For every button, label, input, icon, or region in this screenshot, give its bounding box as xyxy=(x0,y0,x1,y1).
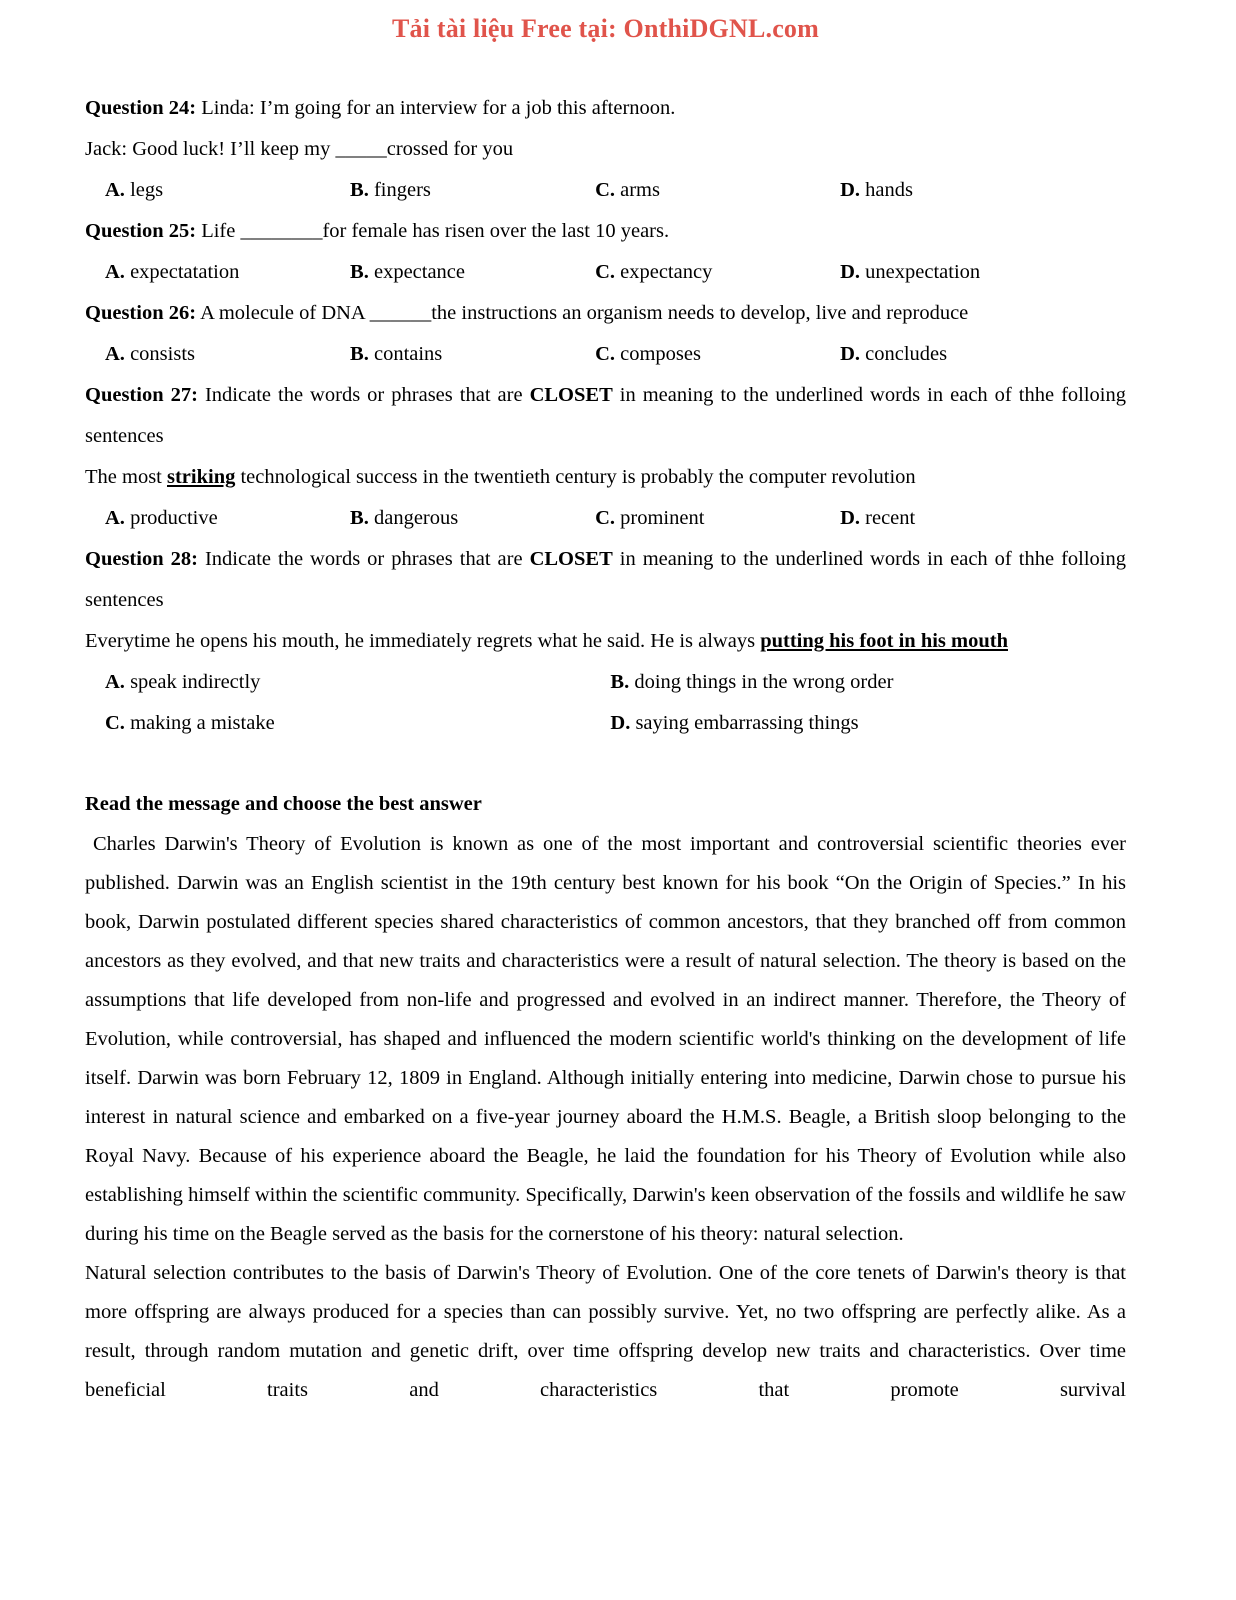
question-27-sentence xyxy=(85,457,1126,498)
option-letter: D. xyxy=(610,712,631,734)
reading-paragraph-2: Natural selection contributes to the basis of Darwin's Theory of Evolution. One of the core tenets of Darwin's theory is that more offspring are always produced for a species than can possibly survive. Yet, no two offspring are perfectly alike. As a result, through random mutation and genetic drift, over time offspring develop new traits and characteristics. Over time beneficial traits and characteristics that promote survival xyxy=(85,1262,1126,1401)
option-text: consists xyxy=(130,343,195,365)
option-letter: C. xyxy=(595,507,615,529)
question-26-options xyxy=(85,334,1126,375)
option-text: recent xyxy=(865,507,916,529)
question-27 xyxy=(85,375,1126,539)
option-text: concludes xyxy=(865,343,948,365)
question-26-text: A molecule of DNA ______the instructions an organism needs to develop, live and reproduce xyxy=(200,302,969,324)
instruction-text-2: in meaning to the underlined words in each of thhe folloing sentences xyxy=(85,384,1126,447)
option-a xyxy=(105,252,350,293)
question-28-instruction xyxy=(85,539,1126,621)
option-c xyxy=(595,252,840,293)
option-letter: B. xyxy=(350,179,369,201)
option-c xyxy=(595,170,840,211)
sentence-text: Everytime he opens his mouth, he immediately regrets what he said. He is always xyxy=(85,630,756,652)
option-letter: A. xyxy=(105,261,125,283)
option-letter: B. xyxy=(610,671,630,693)
option-letter: B. xyxy=(350,507,369,529)
sentence-text-2: technological success in the twentieth century is probably the computer revolution xyxy=(240,466,916,488)
option-letter: D. xyxy=(840,343,861,365)
question-24-line-1 xyxy=(85,88,1126,129)
question-24-text-2: Jack: Good luck! I’ll keep my _____crossed for you xyxy=(85,138,514,160)
question-28 xyxy=(85,539,1126,744)
header-banner: Tải tài liệu Free tại: OnthiDGNL.com xyxy=(391,14,819,43)
option-letter: C. xyxy=(595,179,615,201)
question-24-options xyxy=(85,170,1126,211)
question-28-label: Question 28: xyxy=(85,548,198,570)
option-a xyxy=(105,662,610,703)
option-d xyxy=(840,170,1126,211)
question-28-options-row-2 xyxy=(85,703,1126,744)
underlined-phrase: putting his foot in his mouth xyxy=(760,630,1008,652)
question-25-label: Question 25: xyxy=(85,220,197,242)
question-27-label: Question 27: xyxy=(85,384,198,406)
option-text: prominent xyxy=(620,507,705,529)
reading-section xyxy=(85,784,1126,1410)
option-letter: A. xyxy=(105,343,125,365)
instruction-text: Indicate the words or phrases that are xyxy=(204,384,523,406)
option-letter: C. xyxy=(105,712,125,734)
sentence-text: The most xyxy=(85,466,162,488)
option-b xyxy=(350,334,595,375)
question-27-options xyxy=(85,498,1126,539)
question-24-text: Linda: I’m going for an interview for a job this afternoon. xyxy=(201,97,676,119)
option-letter: D. xyxy=(840,179,861,201)
option-a xyxy=(105,170,350,211)
option-letter: A. xyxy=(105,507,125,529)
option-a xyxy=(105,498,350,539)
question-25-line-1 xyxy=(85,211,1126,252)
option-letter: B. xyxy=(350,343,369,365)
instruction-text-2: in meaning to the underlined words in each of thhe folloing sentences xyxy=(85,548,1126,611)
option-text: doing things in the wrong order xyxy=(634,671,894,693)
option-b xyxy=(350,170,595,211)
option-b xyxy=(350,252,595,293)
option-text: arms xyxy=(620,179,660,201)
question-27-instruction xyxy=(85,375,1126,457)
option-letter: D. xyxy=(840,261,861,283)
option-text: fingers xyxy=(373,179,431,201)
option-c xyxy=(105,703,610,744)
reading-heading: Read the message and choose the best answer xyxy=(85,793,482,815)
option-c xyxy=(595,334,840,375)
option-c xyxy=(595,498,840,539)
question-24 xyxy=(85,88,1126,211)
question-25-options xyxy=(85,252,1126,293)
reading-paragraph-1: Charles Darwin's Theory of Evolution is known as one of the most important and controversial scientific theories ever published. Darwin was an English scientist in the 19th century best known for his book “On the Origin of Species.” In his book, Darwin postulated different species shared characteristics of common ancestors, that they branched off from common ancestors as they evolved, and that new traits and characteristics were a result of natural selection. The theory is based on the assumptions that life developed from non-life and progressed and evolved in an indirect manner. Therefore, the Theory of Evolution, while controversial, has shaped and influenced the modern scientific world's thinking on the development of life itself. Darwin was born February 12, 1809 in England. Although initially entering into medicine, Darwin chose to pursue his interest in natural science and embarked on a five-year journey aboard the H.M.S. Beagle, a British sloop belonging to the Royal Navy. Because of his experience aboard the Beagle, he laid the foundation for his Theory of Evolution while also establishing himself within the scientific community. Specifically, Darwin's keen observation of the fossils and wildlife he saw during his time on the Beagle served as the basis for the cornerstone of his theory: natural selection. xyxy=(85,833,1126,1245)
option-text: hands xyxy=(865,179,913,201)
option-text: expectance xyxy=(373,261,466,283)
option-text: dangerous xyxy=(373,507,459,529)
option-letter: C. xyxy=(595,343,615,365)
option-text: speak indirectly xyxy=(130,671,261,693)
option-text: composes xyxy=(620,343,701,365)
underlined-word: striking xyxy=(167,466,236,488)
option-d xyxy=(840,252,1126,293)
question-25-text: Life ________for female has risen over the last 10 years. xyxy=(201,220,670,242)
question-26 xyxy=(85,293,1126,375)
option-d xyxy=(840,334,1126,375)
option-a xyxy=(105,334,350,375)
option-text: saying embarrassing things xyxy=(635,712,859,734)
question-24-line-2 xyxy=(85,129,1126,170)
instruction-text: Indicate the words or phrases that are xyxy=(204,548,523,570)
option-d xyxy=(840,498,1126,539)
option-text: unexpectation xyxy=(865,261,981,283)
option-letter: A. xyxy=(105,671,125,693)
option-text: productive xyxy=(130,507,218,529)
option-text: expectancy xyxy=(620,261,713,283)
option-letter: C. xyxy=(595,261,615,283)
instruction-keyword: CLOSET xyxy=(529,548,613,570)
question-25 xyxy=(85,211,1126,293)
option-letter: A. xyxy=(105,179,125,201)
instruction-keyword: CLOSET xyxy=(529,384,613,406)
option-text: legs xyxy=(130,179,164,201)
question-24-label: Question 24: xyxy=(85,97,197,119)
question-26-line-1 xyxy=(85,293,1126,334)
option-b xyxy=(610,662,1115,703)
option-text: making a mistake xyxy=(130,712,275,734)
option-b xyxy=(350,498,595,539)
question-28-options-row-1 xyxy=(85,662,1126,703)
option-text: contains xyxy=(373,343,443,365)
question-26-label: Question 26: xyxy=(85,302,197,324)
option-text: expectatation xyxy=(130,261,240,283)
option-d xyxy=(610,703,1115,744)
option-letter: D. xyxy=(840,507,861,529)
option-letter: B. xyxy=(350,261,369,283)
question-28-sentence xyxy=(85,621,1126,662)
